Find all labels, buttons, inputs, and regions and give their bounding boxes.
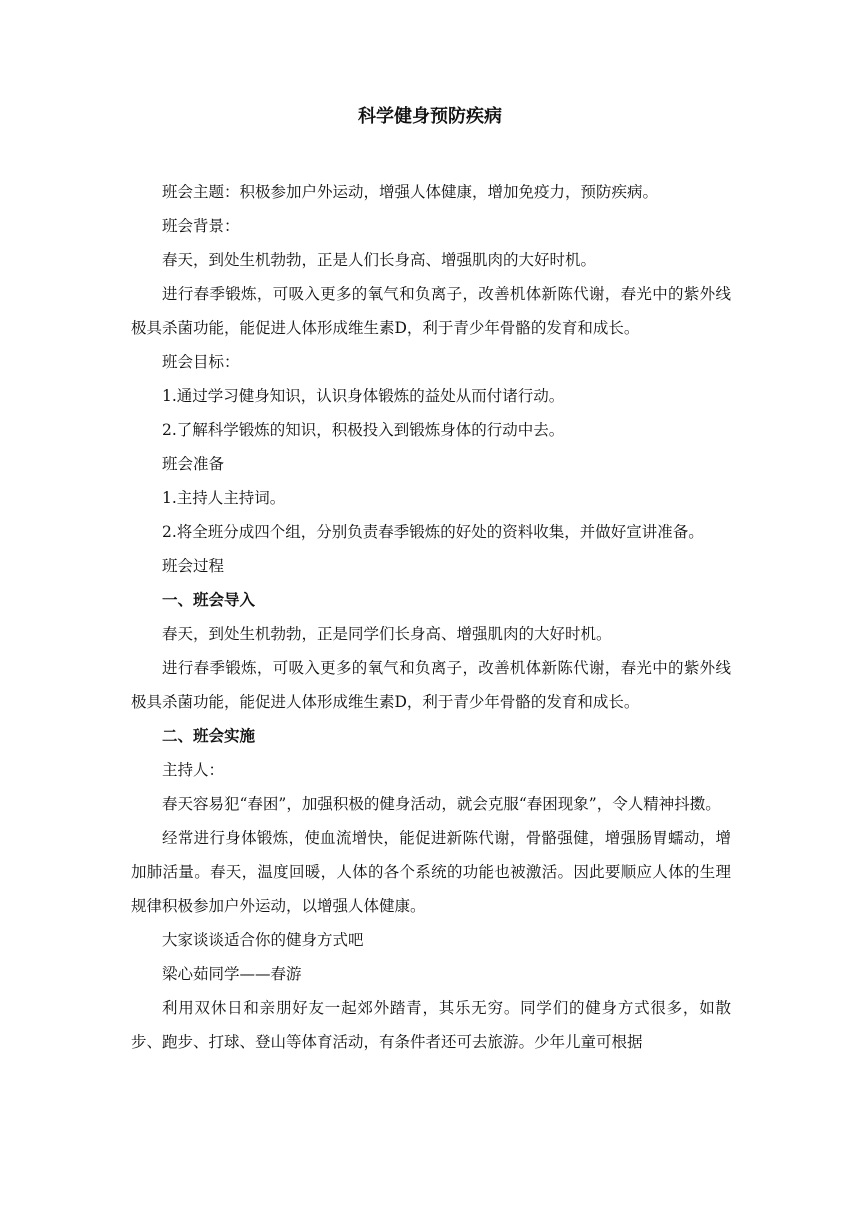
paragraph: 春天，到处生机勃勃，正是同学们长身高、增强肌肉的大好时机。 <box>162 625 612 643</box>
document-title: 科学健身预防疾病 <box>358 106 502 127</box>
list-item: 2.了解科学锻炼的知识，积极投入到锻炼身体的行动中去。 <box>162 421 565 439</box>
paragraph: 利用双休日和亲朋好友一起郊外踏青，其乐无穷。同学们的健身方式很多，如散步、跑步、打球、登山等体育活动，有条件者还可去旅游。少年儿童可根据 <box>131 999 731 1051</box>
paragraph: 春天容易犯“春困”，加强积极的健身活动，就会克服“春困现象”，令人精神抖擞。 <box>162 795 721 813</box>
list-item: 2.将全班分成四个组，分别负责春季锻炼的好处的资料收集，并做好宣讲准备。 <box>162 523 704 541</box>
section-heading: 一、班会导入 <box>162 591 256 609</box>
paragraph: 梁心茹同学——春游 <box>162 965 302 983</box>
paragraph: 进行春季锻炼，可吸入更多的氧气和负离子，改善机体新陈代谢，春光中的紫外线极具杀菌功能，能促进人体形成维生素D，利于青少年骨骼的发育和成长。 <box>131 659 731 711</box>
paragraph: 大家谈谈适合你的健身方式吧 <box>162 931 364 949</box>
list-item: 1.通过学习健身知识，认识身体锻炼的益处从而付诸行动。 <box>162 387 565 405</box>
list-item: 1.主持人主持词。 <box>162 489 286 507</box>
paragraph-background-label: 班会背景： <box>162 217 240 235</box>
paragraph-host-label: 主持人： <box>162 761 225 779</box>
document-body <box>131 175 731 1059</box>
paragraph-process-label: 班会过程 <box>162 557 225 575</box>
section-heading: 二、班会实施 <box>162 727 256 745</box>
paragraph-goals-label: 班会目标： <box>162 353 240 371</box>
paragraph-theme: 班会主题：积极参加户外运动，增强人体健康，增加免疫力，预防疾病。 <box>162 183 659 201</box>
paragraph: 经常进行身体锻炼，使血流增快，能促进新陈代谢，骨骼强健，增强肠胃蠕动，增加肺活量。春天，温度回暖，人体的各个系统的功能也被激活。因此要顺应人体的生理规律积极参加户外运动，以增强人体健康。 <box>131 829 731 915</box>
paragraph: 进行春季锻炼，可吸入更多的氧气和负离子，改善机体新陈代谢，春光中的紫外线极具杀菌功能，能促进人体形成维生素D，利于青少年骨骼的发育和成长。 <box>131 285 731 337</box>
paragraph-preparation-label: 班会准备 <box>162 455 225 473</box>
paragraph: 春天，到处生机勃勃，正是人们长身高、增强肌肉的大好时机。 <box>162 251 597 269</box>
